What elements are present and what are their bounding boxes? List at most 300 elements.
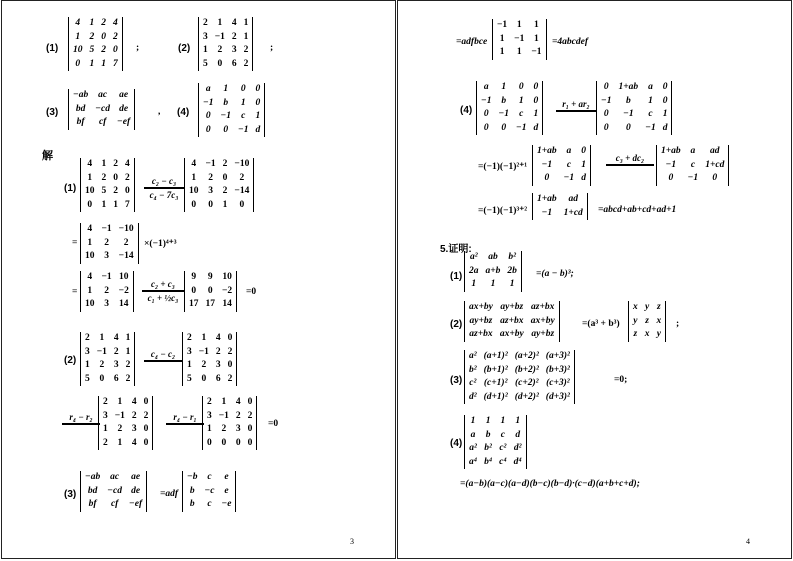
row-operation: r₄ − r₂ — [62, 412, 100, 425]
matrix-entry: c⁴ — [499, 456, 507, 467]
matrix-entry: y — [645, 302, 650, 312]
matrix-entry: (d+1)² — [483, 391, 508, 402]
matrix-entry: 1 — [499, 47, 505, 57]
matrix-entry: 10 — [189, 186, 199, 196]
proof-1-rhs: =(a − b)³; — [536, 269, 574, 279]
matrix-entry: 4 — [87, 272, 93, 282]
matrix-entry: 0 — [222, 172, 228, 183]
matrix-entry: ac — [98, 90, 108, 100]
matrix-entry: −1 — [665, 159, 677, 170]
matrix-entry: a² — [469, 351, 477, 361]
matrix-entry: 2 — [104, 237, 109, 248]
matrix-entry: b — [223, 97, 229, 108]
matrix-entry: 1 — [117, 437, 123, 448]
matrix-entry: ax+by — [469, 302, 493, 312]
matrix-entry: ac — [110, 472, 120, 482]
matrix-entry: 1 — [203, 45, 208, 55]
proof-3-label: (3) — [450, 375, 463, 386]
matrix-entry: a — [205, 84, 211, 94]
matrix-entry: 1 — [101, 159, 107, 169]
matrix-entry: 9 — [191, 272, 197, 282]
matrix-entry: 2 — [113, 346, 119, 357]
matrix-entry: 3 — [207, 410, 212, 421]
matrix-entry: 2 — [221, 424, 227, 434]
matrix-entry: 1 — [471, 279, 477, 289]
matrix-entry: bf — [76, 117, 85, 127]
matrix-entry: 0 — [247, 437, 253, 448]
matrix-entry: 2 — [143, 410, 149, 421]
matrix-entry: 1 — [87, 172, 93, 183]
matrix-entry: z — [633, 329, 638, 339]
proof-2-label: (2) — [450, 319, 463, 330]
matrix-entry: d — [581, 173, 586, 183]
problem-1-label: (1) — [46, 43, 59, 54]
matrix-entry: 1 — [223, 84, 229, 94]
matrix-entry: 0 — [247, 424, 253, 434]
matrix-entry: 1 — [518, 95, 524, 106]
matrix-entry: 1 — [125, 346, 131, 357]
sign-factor: =(−1)(−1)²⁺¹ — [478, 162, 528, 172]
proof-4-rhs: =(a−b)(a−c)(a−d)(b−c)(b−d)·(c−d)(a+b+c+d); — [460, 479, 640, 489]
matrix-entry: e — [224, 485, 229, 496]
proof-4-label: (4) — [450, 438, 463, 449]
solution-2-det-b — [182, 332, 237, 386]
matrix-entry: 14 — [222, 299, 232, 309]
matrix-entry: 1+cd — [705, 159, 725, 170]
matrix-entry: 0 — [113, 45, 118, 55]
matrix-entry: 0 — [501, 122, 507, 133]
matrix-entry: 2 — [125, 360, 131, 370]
solution-2-label: (2) — [64, 355, 77, 366]
matrix-entry: ad — [710, 146, 720, 156]
matrix-entry: 4 — [215, 333, 221, 343]
matrix-entry: −1 — [645, 122, 656, 133]
solution-1-det-b — [184, 158, 254, 212]
matrix-entry: d — [533, 122, 539, 133]
matrix-entry: 0 — [205, 111, 211, 121]
matrix-entry: 2 — [222, 186, 228, 196]
column-operation: c₃ + dc₂ — [606, 153, 654, 166]
matrix-entry: 4 — [75, 18, 81, 28]
matrix-entry: 2 — [187, 333, 192, 343]
matrix-entry: b² — [508, 252, 516, 262]
matrix-entry: a — [483, 82, 489, 92]
matrix-entry: 1 — [75, 31, 81, 42]
matrix-entry: 2 — [222, 159, 228, 169]
matrix-entry: −1 — [514, 33, 525, 44]
matrix-entry: ay+bz — [500, 302, 524, 312]
matrix-entry: 10 — [119, 272, 129, 282]
matrix-entry: 0 — [255, 84, 261, 94]
result: =4abcdef — [552, 37, 589, 47]
matrix-entry: 3 — [231, 45, 237, 55]
matrix-entry: ax+by — [499, 329, 524, 339]
matrix-entry: az+bx — [531, 302, 555, 312]
matrix-entry: 0 — [239, 199, 245, 210]
matrix-entry: 0 — [662, 82, 668, 92]
matrix-entry: 0 — [625, 122, 631, 133]
matrix-entry: 0 — [668, 173, 674, 183]
problem-4-label: (4) — [177, 107, 190, 118]
solution-1-det-d — [80, 271, 134, 312]
matrix-entry: az+bx — [469, 329, 493, 339]
matrix-entry: 1 — [207, 424, 212, 434]
matrix-entry: 0 — [143, 437, 149, 448]
matrix-entry: 5 — [89, 45, 95, 55]
solution-2-det-c — [98, 396, 153, 450]
matrix-entry: −ef — [117, 117, 131, 127]
equals-sign: = — [72, 238, 78, 248]
matrix-entry: −10 — [118, 224, 134, 234]
matrix-entry: b — [485, 429, 491, 440]
solution-4-det-d — [656, 145, 729, 186]
matrix-entry: 2 — [235, 410, 241, 421]
matrix-entry: 1 — [499, 33, 505, 44]
matrix-entry: 0 — [712, 173, 718, 183]
sign-factor: =(−1)(−1)³⁺² — [478, 206, 528, 216]
matrix-entry: c — [690, 159, 696, 170]
matrix-entry: 1 — [187, 360, 192, 370]
matrix-entry: 1 — [648, 95, 653, 106]
matrix-entry: 1 — [217, 18, 223, 28]
matrix-entry: 3 — [203, 31, 208, 42]
matrix-entry: b⁴ — [484, 456, 493, 467]
matrix-entry: 10 — [85, 186, 95, 196]
matrix-entry: 1 — [101, 58, 106, 69]
matrix-entry: 4 — [113, 18, 118, 28]
matrix-entry: −2 — [118, 285, 129, 296]
matrix-entry: ae — [131, 472, 141, 482]
matrix-entry: a — [470, 429, 476, 440]
matrix-entry: z — [657, 302, 661, 312]
solution-4-det-b — [596, 81, 672, 135]
matrix-entry: 0 — [207, 437, 212, 448]
matrix-entry: 1 — [222, 199, 228, 210]
matrix-entry: (c+1)² — [483, 378, 508, 388]
matrix-entry: −1 — [218, 410, 229, 421]
matrix-entry: 0 — [205, 124, 211, 135]
matrix-entry: 2 — [217, 45, 223, 55]
matrix-entry: 2 — [117, 424, 123, 434]
separator: ; — [136, 43, 140, 53]
matrix-entry: −1 — [101, 272, 112, 282]
matrix-entry: 6 — [215, 373, 221, 384]
matrix-entry: 1 — [516, 47, 522, 57]
solution-1-det-c — [80, 223, 139, 264]
matrix-entry: −1 — [541, 207, 553, 218]
matrix-entry: c² — [499, 443, 507, 453]
matrix-entry: 4 — [131, 397, 137, 407]
matrix-entry: (d+3)² — [545, 391, 570, 402]
matrix-entry: 10 — [85, 299, 95, 309]
section-5-title: 5.证明: — [440, 244, 472, 255]
matrix-entry: 2 — [101, 172, 107, 183]
solution-1-det-e — [184, 271, 237, 312]
sign-factor: ×(−1)⁴⁺³ — [144, 239, 177, 249]
matrix-entry: x — [656, 315, 662, 326]
matrix-entry: 5 — [85, 373, 90, 384]
matrix-entry: −1 — [498, 109, 510, 119]
matrix-entry: de — [119, 103, 129, 114]
factor: =adfbce — [456, 37, 488, 47]
matrix-entry: 10 — [73, 45, 83, 55]
matrix-entry: 0 — [207, 285, 213, 296]
matrix-entry: b — [501, 95, 507, 106]
matrix-entry: 0 — [191, 285, 197, 296]
matrix-entry: 4 — [131, 437, 137, 448]
matrix-entry: 1 — [221, 397, 227, 407]
matrix-entry: d⁴ — [513, 456, 522, 467]
matrix-entry: (a+2)² — [514, 351, 539, 361]
matrix-entry: ab — [488, 252, 498, 262]
matrix-entry: 2 — [239, 172, 245, 183]
matrix-entry: 1 — [255, 111, 261, 121]
matrix-entry: 1 — [117, 397, 123, 407]
column-operation: c₄ − c₂ — [144, 349, 182, 362]
matrix-entry: (b+3)² — [545, 364, 570, 375]
matrix-entry: (b+2)² — [514, 364, 539, 375]
matrix-entry: 2 — [207, 397, 212, 407]
page-number: 4 — [746, 537, 750, 546]
solution-4-det-e — [532, 193, 588, 220]
matrix-entry: d² — [469, 391, 477, 402]
matrix-entry: 3 — [104, 251, 109, 261]
solution-heading: 解 — [42, 150, 53, 162]
proof-1-determinant — [464, 251, 522, 292]
matrix-entry: −ab — [85, 472, 101, 482]
matrix-entry: −cd — [107, 485, 122, 496]
matrix-entry: 1 — [534, 33, 539, 44]
matrix-entry: ay+bz — [531, 329, 555, 339]
matrix-entry: −1 — [601, 95, 612, 106]
matrix-entry: 1 — [201, 333, 207, 343]
matrix-entry: de — [131, 485, 141, 496]
solution-4-det-a — [476, 81, 543, 135]
matrix-entry: ay+bz — [469, 315, 493, 326]
matrix-entry: 2 — [89, 31, 95, 42]
matrix-entry: −1 — [205, 159, 216, 169]
matrix-entry: a⁴ — [469, 456, 478, 467]
matrix-entry: 0 — [143, 424, 149, 434]
matrix-entry: 2 — [104, 285, 109, 296]
matrix-entry: b² — [469, 364, 477, 375]
matrix-entry: 2 — [113, 186, 118, 196]
matrix-entry: x — [633, 302, 638, 312]
matrix-entry: 1 — [85, 360, 90, 370]
matrix-entry: 1 — [125, 333, 131, 343]
matrix-entry: 3 — [85, 346, 90, 357]
matrix-entry: 1+cd — [563, 207, 583, 218]
matrix-entry: −c — [204, 485, 215, 496]
matrix-entry: 10 — [85, 251, 95, 261]
matrix-entry: 3 — [113, 360, 119, 370]
matrix-entry: 9 — [207, 272, 213, 282]
matrix-entry: d — [515, 429, 521, 440]
matrix-entry: 3 — [104, 299, 109, 309]
matrix-entry: 1 — [191, 172, 197, 183]
matrix-entry: 2 — [113, 159, 118, 169]
matrix-entry: −1 — [220, 111, 232, 121]
matrix-entry: c — [648, 109, 653, 119]
matrix-entry: 1 — [89, 58, 95, 69]
matrix-entry: −1 — [516, 122, 527, 133]
separator: ; — [676, 319, 680, 329]
proof-2-determinant-a — [464, 301, 560, 342]
matrix-entry: 2 — [113, 31, 118, 42]
matrix-entry: 7 — [125, 199, 130, 210]
matrix-entry: 1 — [87, 237, 93, 248]
matrix-entry: a² — [469, 252, 478, 262]
matrix-entry: −10 — [234, 159, 250, 169]
matrix-entry: 2 — [131, 410, 137, 421]
matrix-entry: 1 — [501, 82, 507, 92]
matrix-entry: 0 — [483, 122, 489, 133]
continuation-determinant — [492, 19, 547, 60]
matrix-entry: −1 — [481, 95, 492, 106]
matrix-entry: ax+by — [530, 315, 555, 326]
matrix-entry: 2 — [101, 45, 106, 55]
problem-2-determinant — [198, 17, 253, 71]
matrix-entry: −ef — [129, 499, 143, 509]
proof-2-determinant-b — [628, 301, 666, 342]
matrix-entry: 0 — [533, 82, 539, 92]
matrix-entry: −1 — [198, 346, 209, 357]
matrix-entry: 1 — [113, 199, 118, 210]
matrix-entry: c² — [469, 378, 477, 388]
matrix-entry: −1 — [531, 47, 542, 57]
solution-1-label: (1) — [64, 183, 77, 194]
matrix-entry: −1 — [203, 97, 214, 108]
matrix-entry: ad — [568, 194, 578, 204]
matrix-entry: c — [207, 499, 212, 509]
matrix-entry: d² — [513, 443, 522, 453]
matrix-entry: 2 — [201, 360, 207, 370]
matrix-entry: 0 — [483, 109, 489, 119]
matrix-entry: −ab — [73, 90, 89, 100]
matrix-entry: −b — [187, 472, 198, 482]
result: =0 — [268, 419, 279, 429]
column-operation: c₂ − c₃ c₄ − 7c₃ — [144, 176, 184, 200]
matrix-entry: 0 — [235, 437, 241, 448]
matrix-entry: 1 — [581, 159, 586, 170]
matrix-entry: b — [189, 499, 195, 509]
matrix-entry: 4 — [191, 159, 197, 169]
matrix-entry: b — [625, 95, 631, 106]
matrix-entry: 1 — [533, 109, 539, 119]
matrix-entry: a — [648, 82, 653, 92]
matrix-entry: c — [566, 159, 572, 170]
matrix-entry: 0 — [581, 146, 586, 156]
matrix-entry: 0 — [223, 124, 229, 135]
matrix-entry: 1+ab — [537, 194, 557, 204]
matrix-entry: 5 — [101, 186, 107, 196]
matrix-entry: 0 — [87, 199, 93, 210]
matrix-entry: bd — [75, 103, 86, 114]
matrix-entry: 0 — [255, 97, 261, 108]
matrix-entry: d — [255, 124, 261, 135]
solution-4-det-c — [532, 145, 591, 186]
matrix-entry: 1 — [485, 416, 491, 426]
separator: ; — [270, 43, 274, 53]
solution-2-det-d — [202, 396, 257, 450]
solution-4-label: (4) — [460, 105, 473, 116]
matrix-entry: b — [189, 485, 195, 496]
matrix-entry: 1 — [243, 31, 249, 42]
matrix-entry: c — [207, 472, 212, 482]
matrix-entry: y — [633, 315, 638, 326]
matrix-entry: 2 — [103, 437, 108, 448]
matrix-entry: −1 — [96, 346, 107, 357]
matrix-entry: 1 — [515, 416, 521, 426]
left-page — [1, 0, 396, 559]
matrix-entry: 0 — [662, 95, 668, 106]
matrix-entry: 0 — [603, 82, 609, 92]
row-operation: r₁ + ar₂ — [556, 99, 596, 112]
matrix-entry: 2 — [231, 31, 237, 42]
matrix-entry: 0 — [240, 84, 246, 94]
matrix-entry: 0 — [217, 58, 223, 69]
matrix-entry: 1 — [509, 279, 515, 289]
matrix-entry: 2 — [243, 45, 249, 55]
matrix-entry: d — [662, 122, 668, 133]
matrix-entry: ae — [119, 90, 129, 100]
matrix-entry: 1 — [89, 18, 95, 28]
matrix-entry: 1+ab — [537, 146, 557, 156]
matrix-entry: 0 — [603, 109, 609, 119]
matrix-entry: 1 — [490, 279, 496, 289]
matrix-entry: 0 — [533, 95, 539, 106]
matrix-entry: 2a — [469, 265, 479, 276]
matrix-entry: 10 — [222, 272, 232, 282]
matrix-entry: y — [656, 329, 661, 339]
matrix-entry: −1 — [101, 224, 112, 234]
matrix-entry: 7 — [113, 58, 118, 69]
matrix-entry: 3 — [235, 424, 241, 434]
matrix-entry: 0 — [75, 58, 81, 69]
matrix-entry: 1 — [101, 199, 107, 210]
solution-3-det-b — [182, 471, 236, 512]
matrix-entry: c — [519, 109, 524, 119]
matrix-entry: cf — [110, 499, 119, 509]
matrix-entry: 2b — [507, 265, 517, 276]
solution-3-label: (3) — [64, 489, 77, 500]
matrix-entry: 6 — [231, 58, 237, 69]
matrix-entry: c — [241, 111, 246, 121]
matrix-entry: 0 — [221, 437, 227, 448]
matrix-entry: 5 — [187, 373, 192, 384]
matrix-entry: −cd — [95, 103, 110, 114]
matrix-entry: −1 — [114, 410, 125, 421]
problem-1-determinant — [68, 17, 123, 71]
result: =abcd+ab+cd+ad+1 — [598, 205, 677, 215]
matrix-entry: a+b — [485, 265, 501, 276]
row-operation: r₄ − r₁ — [166, 412, 204, 425]
matrix-entry: 3 — [187, 346, 192, 357]
matrix-entry: 1+ab — [661, 146, 681, 156]
matrix-entry: 4 — [235, 397, 241, 407]
matrix-entry: 0 — [208, 199, 213, 210]
matrix-entry: 2 — [85, 333, 90, 343]
matrix-entry: bf — [88, 499, 97, 509]
matrix-entry: 2 — [208, 172, 213, 183]
matrix-entry: e — [224, 472, 229, 482]
matrix-entry: 0 — [227, 333, 233, 343]
matrix-entry: 0 — [101, 31, 106, 42]
matrix-entry: a² — [469, 443, 477, 453]
matrix-entry: 17 — [205, 299, 215, 309]
matrix-entry: −1 — [497, 20, 508, 30]
matrix-entry: 0 — [201, 373, 207, 384]
